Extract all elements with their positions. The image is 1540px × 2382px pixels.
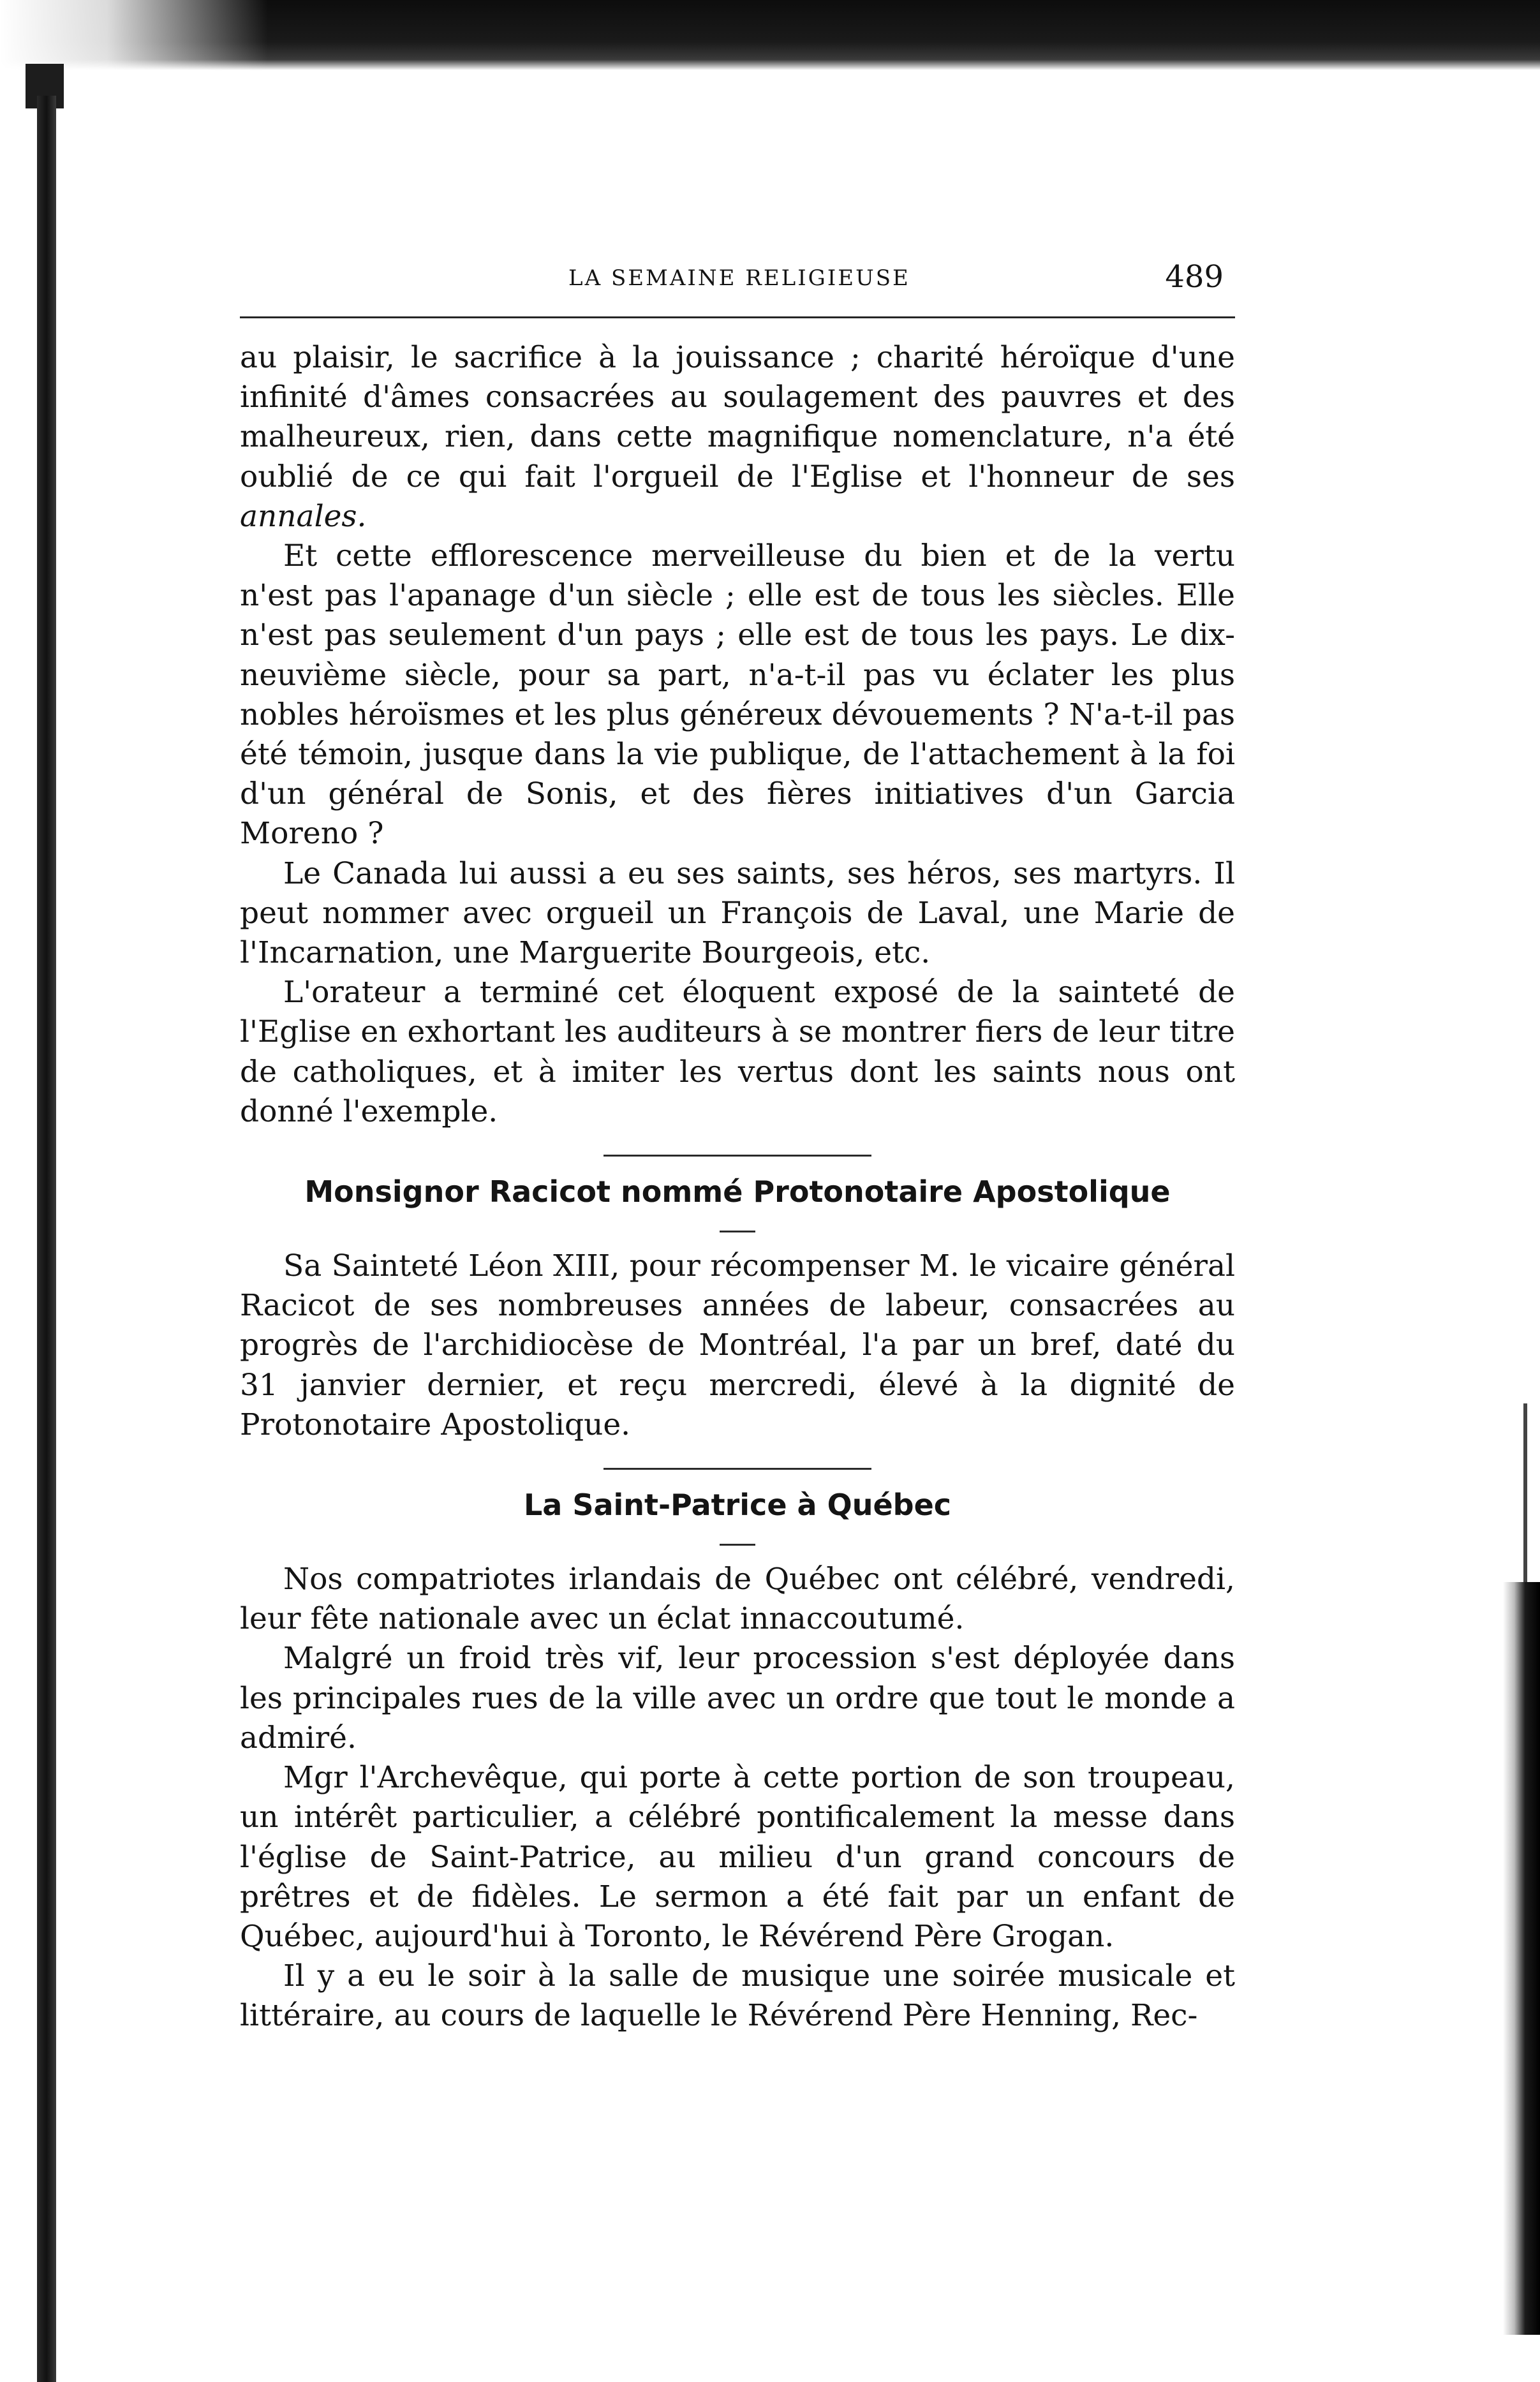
paragraph: Il y a eu le soir à la salle de musique une soirée musicale et littéraire, au cours de laquelle le Révérend Père Henning, Rec- — [240, 1958, 1235, 2034]
scan-right-mark — [1523, 1403, 1527, 1595]
scan-right-edge — [1503, 1582, 1540, 2335]
paragraph: Nos compatriotes irlandais de Québec ont célébré, vendredi, leur fête nationale avec un éclat innaccoutumé. — [240, 1562, 1235, 1637]
paragraph: Et cette efflorescence merveilleuse du bien et de la vertu n'est pas l'apanage d'un siècle ; elle est de tous les siècles. Elle n'est pas seulement d'un pays ; elle est de tous les pays. Le dix-neuvième siècle, pour sa part, n'a-t-il pas vu éclater les plus nobles héroïsmes et les plus généreux dévouements ? N'a-t-il pas été témoin, jusque dans la vie publique, de l'attachement à la foi d'un général de Sonis, et des fières initiatives d'un Garcia Moreno ? — [240, 538, 1235, 852]
paragraph: L'orateur a terminé cet éloquent exposé de la sainteté de l'Eglise en exhortant les auditeurs à se montrer fiers de leur titre de catholiques, et à imiter les vertus dont les saints nous ont donné l'exemple. — [240, 975, 1235, 1129]
section-separator — [603, 1155, 871, 1157]
section-title: Monsignor Racicot nommé Protonotaire Apostolique — [304, 1174, 1171, 1209]
scan-binding-edge — [37, 96, 56, 2382]
running-title: LA SEMAINE RELIGIEUSE — [568, 265, 910, 291]
header-rule — [240, 316, 1235, 318]
paragraph — [240, 338, 1235, 536]
italic-word: annales. — [240, 498, 367, 534]
paragraph: Le Canada lui aussi a eu ses saints, ses héros, ses martyrs. Il peut nommer avec orgueil un François de Laval, une Marie de l'Incarnation, une Marguerite Bourgeois, etc. — [240, 855, 1235, 971]
title-dash — [720, 1544, 755, 1546]
body-text — [240, 338, 1235, 2036]
section-title: La Saint-Patrice à Québec — [523, 1488, 952, 1523]
paragraph-text: au plaisir, le sacrifice à la jouissance ; charité héroïque d'une infinité d'âmes consacrées au soulagement des pauvres et des malheureux, rien, dans cette magnifique nomenclature, n'a été oublié de ce qui fait l'orgueil de l'Eglise et l'honneur de ses — [240, 340, 1235, 494]
paragraph: Sa Sainteté Léon XIII, pour récompenser M. le vicaire général Racicot de ses nombreuses années de labeur, consacrées au progrès de l'archidiocèse de Montréal, l'a par un bref, daté du 31 janvier dernier, et reçu mercredi, élevé à la dignité de Protonotaire Apostolique. — [240, 1248, 1235, 1442]
running-head — [240, 255, 1235, 306]
section-separator — [603, 1468, 871, 1470]
paragraph: Malgré un froid très vif, leur procession s'est déployée dans les principales rues de la ville avec un ordre que tout le monde a admiré. — [240, 1641, 1235, 1756]
title-dash — [720, 1231, 755, 1232]
page-number: 489 — [1165, 259, 1224, 295]
page — [240, 255, 1235, 2034]
paragraph: Mgr l'Archevêque, qui porte à cette portion de son troupeau, un intérêt particulier, a célébré pontificalement la messe dans l'église de Saint-Patrice, au milieu d'un grand concours de prêtres et de fidèles. Le sermon a été fait par un enfant de Québec, aujourd'hui à Toronto, le Révérend Père Grogan. — [240, 1760, 1235, 1954]
